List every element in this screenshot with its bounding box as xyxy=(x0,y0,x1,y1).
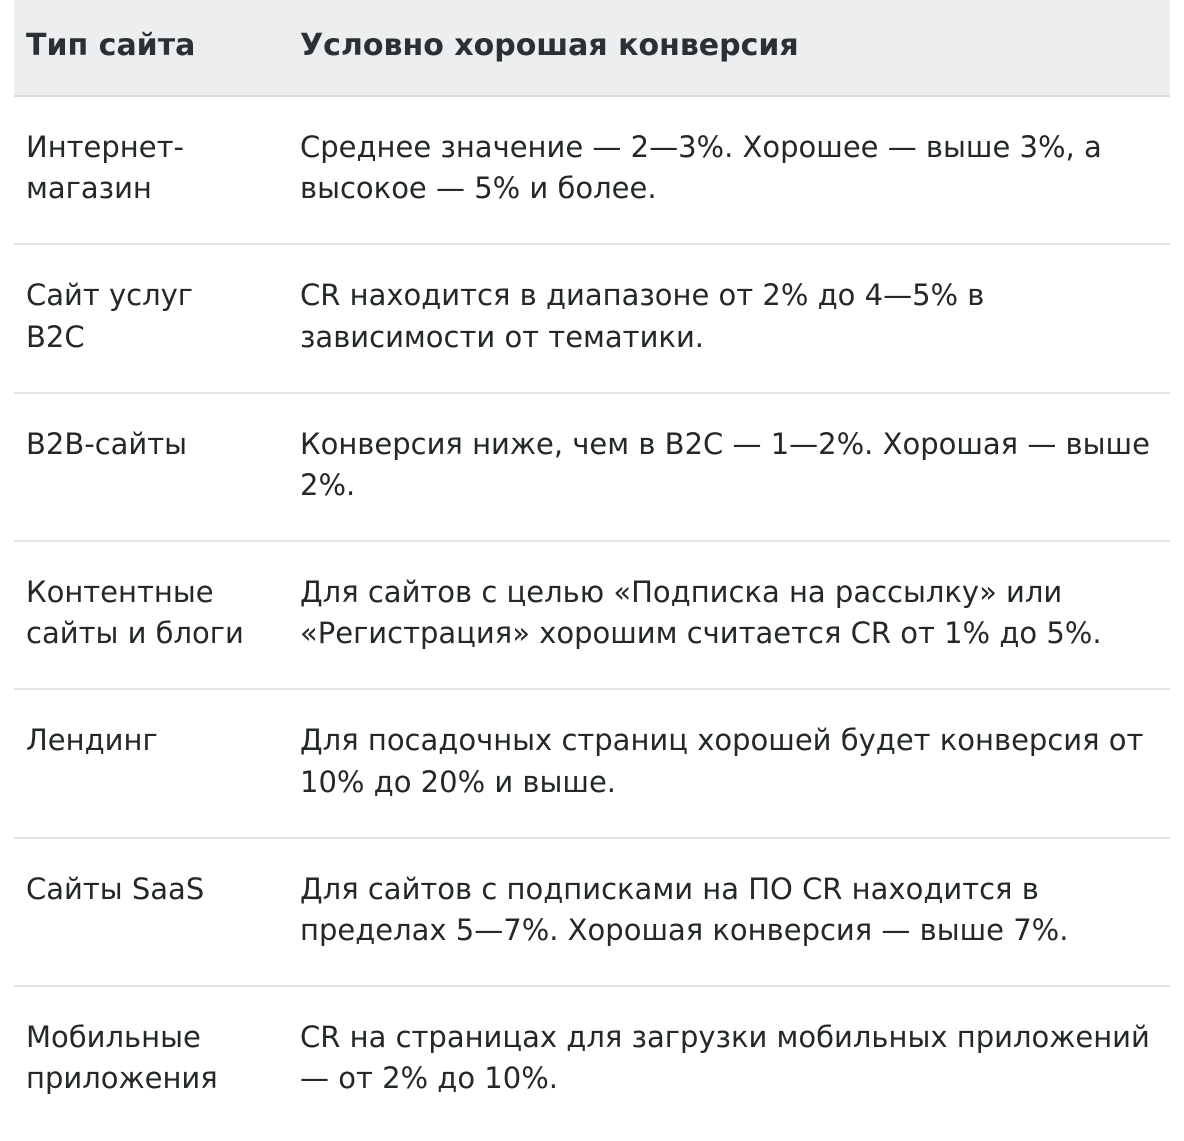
cell-site-type: Сайт услуг B2C xyxy=(14,244,282,392)
cell-site-type: Сайты SaaS xyxy=(14,838,282,986)
table-body xyxy=(14,96,1170,1123)
cell-conversion-description: CR на страницах для загрузки мобильных приложений — от 2% до 10%. xyxy=(282,986,1170,1123)
column-header-good-conversion: Условно хорошая конверсия xyxy=(300,28,799,63)
cell-site-type: Лендинг xyxy=(14,689,282,837)
cell-site-type: Мобильные приложения xyxy=(14,986,282,1123)
cell-conversion-description: CR находится в диапазоне от 2% до 4—5% в зависимости от тематики. xyxy=(282,244,1170,392)
cell-site-type: Интернет-магазин xyxy=(14,96,282,244)
cell-conversion-description: Среднее значение — 2—3%. Хорошее — выше 3%, а высокое — 5% и более. xyxy=(282,96,1170,244)
cell-conversion-description: Конверсия ниже, чем в B2C — 1—2%. Хорошая — выше 2%. xyxy=(282,393,1170,541)
cell-site-type: Контентные сайты и блоги xyxy=(14,541,282,689)
cell-conversion-description: Для сайтов с целью «Подписка на рассылку» или «Регистрация» хорошим считается CR от 1% до 5%. xyxy=(282,541,1170,689)
table-row xyxy=(14,838,1170,986)
table-header-row xyxy=(14,0,1170,96)
table-row xyxy=(14,986,1170,1123)
table-row xyxy=(14,96,1170,244)
cell-conversion-description: Для посадочных страниц хорошей будет конверсия от 10% до 20% и выше. xyxy=(282,689,1170,837)
conversion-benchmark-table xyxy=(14,0,1170,1123)
cell-conversion-description: Для сайтов с подписками на ПО CR находится в пределах 5—7%. Хорошая конверсия — выше 7%. xyxy=(282,838,1170,986)
table-row xyxy=(14,689,1170,837)
table-row xyxy=(14,393,1170,541)
table-row xyxy=(14,244,1170,392)
table-header xyxy=(14,0,1170,96)
cell-site-type: B2B-сайты xyxy=(14,393,282,541)
table-row xyxy=(14,541,1170,689)
column-header-site-type: Тип сайта xyxy=(26,28,196,63)
